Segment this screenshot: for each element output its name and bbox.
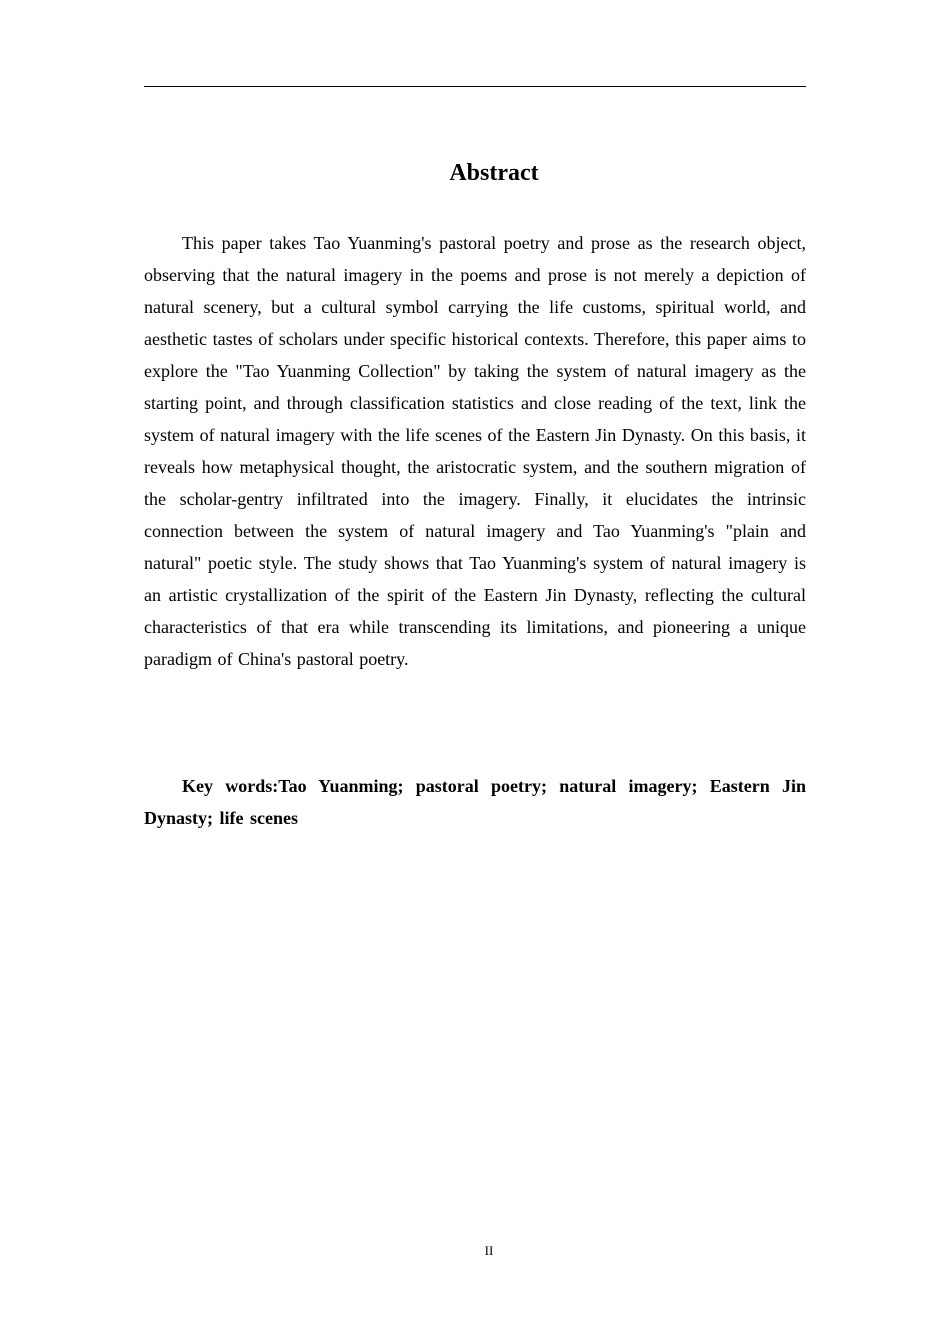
abstract-paragraph: This paper takes Tao Yuanming's pastoral poetry and prose as the research object, observing that the natural imagery in the poems and prose is not merely a depiction of natural scenery, but a cultural symbol carrying the life customs, spiritual world, and aesthetic tastes of scholars under specific historical contexts. Therefore, this paper aims to explore the "Tao Yuanming Collection" by taking the system of natural imagery as the starting point, and through classification statistics and close reading of the text, link the system of natural imagery with the life scenes of the Eastern Jin Dynasty. On this basis, it reveals how metaphysical thought, the aristocratic system, and the southern migration of the scholar-gentry infiltrated into the imagery. Finally, it elucidates the intrinsic connection between the system of natural imagery and Tao Yuanming's "plain and natural" poetic style. The study shows that Tao Yuanming's system of natural imagery is an artistic crystallization of the spirit of the Eastern Jin Dynasty, reflecting the cultural characteristics of that era while transcending its limitations, and pioneering a unique paradigm of China's pastoral poetry. <box>144 233 806 669</box>
page-number: II <box>484 1243 494 1258</box>
keywords-paragraph: Key words:Tao Yuanming; pastoral poetry; natural imagery; Eastern Jin Dynasty; life scenes <box>144 776 806 828</box>
header-rule <box>144 86 806 87</box>
page-title: Abstract <box>449 160 539 186</box>
